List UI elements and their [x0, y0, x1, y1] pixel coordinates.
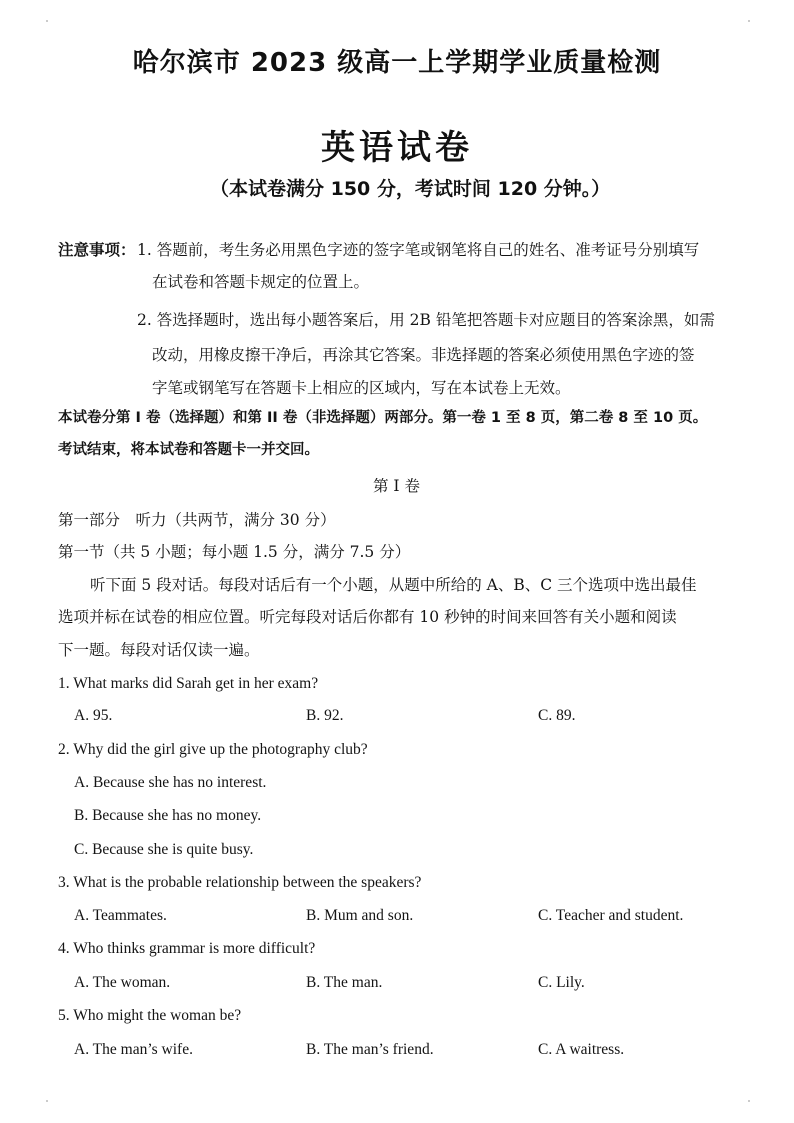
question-5: 5. Who might the woman be?: [58, 1007, 242, 1024]
intro-line-1: 本试卷分第 I 卷（选择题）和第 II 卷（非选择题）两部分。第一卷 1 至 8 页，第二卷 8 至 10 页。: [58, 410, 708, 426]
section-1-heading: 第一节（共 5 小题；每小题 1.5 分，满分 7.5 分）: [58, 543, 411, 561]
scan-mark: [748, 20, 750, 22]
q4-option-a: A. The woman.: [74, 974, 171, 991]
q4-option-c: C. Lily.: [538, 974, 585, 991]
part-1-heading: 第一部分 听力（共两节，满分 30 分）: [58, 511, 336, 529]
q2-option-c: C. Because she is quite busy.: [74, 841, 254, 858]
q1-option-a: A. 95.: [74, 707, 113, 724]
notes-label: 注意事项：: [58, 241, 136, 259]
scan-mark: [46, 20, 48, 22]
instructions-line-3: 下一题。每段对话仅读一遍。: [58, 641, 260, 659]
q5-option-c: C. A waitress.: [538, 1041, 625, 1058]
q2-option-a: A. Because she has no interest.: [74, 774, 267, 791]
scan-mark: [748, 1100, 750, 1102]
question-2: 2. Why did the girl give up the photography club?: [58, 741, 368, 758]
q1-option-b: B. 92.: [306, 707, 344, 724]
instructions-line-1: 听下面 5 段对话。每段对话后有一个小题，从题中所给的 A、B、C 三个选项中选出最佳: [90, 576, 697, 594]
intro-line-2: 考试结束，将本试卷和答题卡一并交回。: [58, 442, 319, 458]
subject-title: 英语试卷: [321, 128, 473, 168]
note-2-line-2: 改动，用橡皮擦干净后，再涂其它答案。非选择题的答案必须使用黑色字迹的签: [152, 346, 695, 364]
q3-option-c: C. Teacher and student.: [538, 907, 684, 924]
question-4: 4. Who thinks grammar is more difficult?: [58, 940, 316, 957]
question-1: 1. What marks did Sarah get in her exam?: [58, 675, 319, 692]
q5-option-b: B. The man’s friend.: [306, 1041, 434, 1058]
q1-option-c: C. 89.: [538, 707, 576, 724]
scan-mark: [46, 1100, 48, 1102]
exam-subtitle: （本试卷满分 150 分，考试时间 120 分钟。）: [210, 178, 611, 200]
q4-option-b: B. The man.: [306, 974, 383, 991]
q5-option-a: A. The man’s wife.: [74, 1041, 193, 1058]
exam-title: 哈尔滨市 2023 级高一上学期学业质量检测: [132, 48, 662, 78]
note-2-line-1: 2. 答选择题时，选出每小题答案后，用 2B 铅笔把答题卡对应题目的答案涂黑，如需: [137, 311, 715, 329]
q3-option-b: B. Mum and son.: [306, 907, 414, 924]
q3-option-a: A. Teammates.: [74, 907, 167, 924]
question-3: 3. What is the probable relationship between the speakers?: [58, 874, 422, 891]
q2-option-b: B. Because she has no money.: [74, 807, 262, 824]
note-2-line-3: 字笔或钢笔写在答题卡上相应的区域内，写在本试卷上无效。: [152, 379, 571, 397]
note-1-line-2: 在试卷和答题卡规定的位置上。: [152, 273, 370, 291]
instructions-line-2: 选项并标在试卷的相应位置。听完每段对话后你都有 10 秒钟的时间来回答有关小题和阅读: [58, 608, 677, 626]
note-1-line-1: 1. 答题前，考生务必用黑色字迹的签字笔或钢笔将自己的姓名、准考证号分别填写: [137, 241, 700, 259]
volume-heading: 第 I 卷: [373, 477, 420, 495]
